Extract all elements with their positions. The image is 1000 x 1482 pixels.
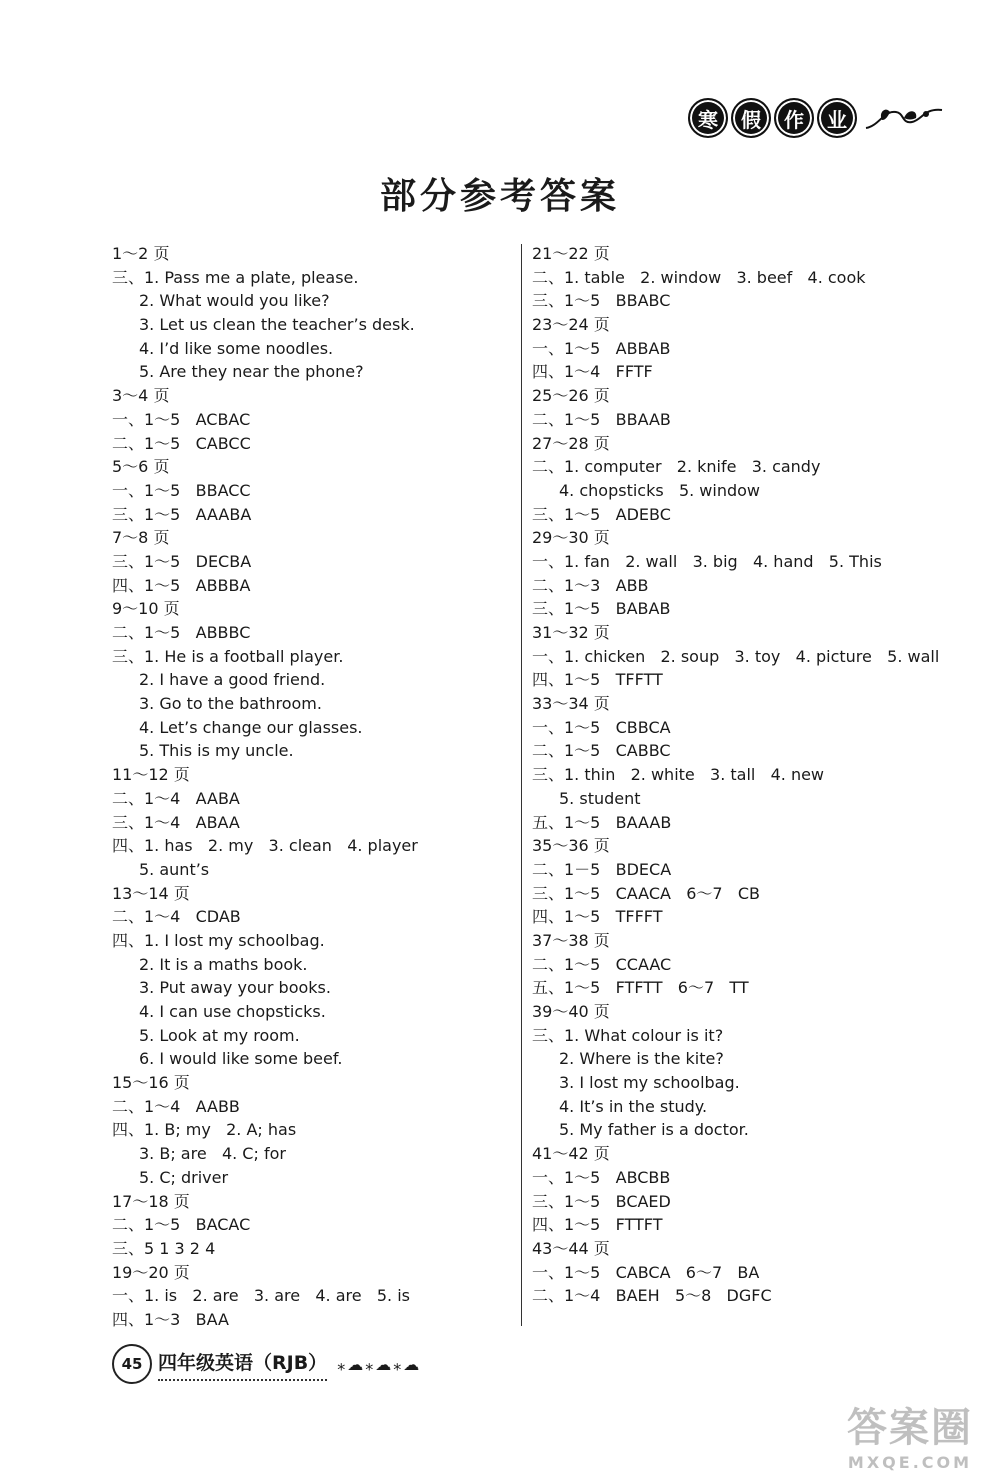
answer-line: 二、1～5 ABBBC xyxy=(112,623,251,642)
header-badge xyxy=(688,98,944,138)
answer-line: 三、1～5 DECBA xyxy=(112,551,252,571)
answer-line: 5. C; driver xyxy=(139,1167,229,1187)
answer-line: 一、1～5 CABCA 6～7 BA xyxy=(532,1262,760,1282)
answer-line: 三、1. thin 2. white 3. tall 4. new xyxy=(532,765,825,785)
answer-line: 五、1～5 BAAAB xyxy=(532,812,672,832)
answer-line: 一、1～5 ABCBB xyxy=(532,1167,671,1187)
answer-line: 31～32 页 xyxy=(532,623,610,642)
answer-line: 35～36 页 xyxy=(532,836,610,856)
page-footer xyxy=(112,1344,421,1384)
answer-line: 5. Look at my room. xyxy=(139,1025,300,1045)
answer-line: 27～28 页 xyxy=(532,433,610,453)
answer-line: 一、1. fan 2. wall 3. big 4. hand 5. This xyxy=(532,551,882,571)
page-number: 45 xyxy=(112,1344,152,1384)
answer-line: 2. It is a maths book. xyxy=(139,954,308,974)
answer-line: 二、1～5 BACAC xyxy=(112,1215,251,1235)
watermark-url: MXQE.COM xyxy=(847,1453,973,1472)
answer-line: 二、1～4 CDAB xyxy=(112,907,241,927)
answer-line: 3～4 页 xyxy=(112,386,170,406)
answer-line: 二、1～5 CABBC xyxy=(532,741,671,761)
left-answer-column xyxy=(112,242,512,1332)
badge-char: 作 xyxy=(774,98,814,138)
answer-line: 2. What would you like? xyxy=(139,291,330,311)
answer-line: 13～14 页 xyxy=(112,883,190,903)
answer-line: 43～44 页 xyxy=(532,1238,610,1258)
answer-line: 一、1. chicken 2. soup 3. toy 4. picture 5. wall xyxy=(532,646,940,666)
answer-line: 二、1～4 AABB xyxy=(112,1096,240,1116)
answer-line: 三、1～5 BABAB xyxy=(532,599,671,619)
page-title: 部分参考答案 xyxy=(379,176,620,217)
answer-line: 4. Let’s change our glasses. xyxy=(139,717,363,737)
answer-line: 一、1. is 2. are 3. are 4. are 5. is xyxy=(112,1286,410,1306)
answer-line: 四、1. has 2. my 3. clean 4. player xyxy=(112,836,418,856)
answer-line: 3. Go to the bathroom. xyxy=(139,694,322,714)
answer-line: 29～30 页 xyxy=(532,528,610,548)
answer-line: 三、1. He is a football player. xyxy=(112,646,344,666)
answer-line: 6. I would like some beef. xyxy=(139,1049,343,1069)
answer-line: 一、1～5 ABBAB xyxy=(532,338,671,358)
answer-line: 5. student xyxy=(559,788,641,808)
answer-line: 二、1－5 BDECA xyxy=(532,859,672,879)
answer-line: 4. chopsticks 5. window xyxy=(559,480,760,500)
answer-line: 7～8 页 xyxy=(112,528,170,548)
book-title: 四年级英语（RJB） xyxy=(158,1348,327,1381)
answer-line: 四、1～5 TFFTT xyxy=(532,670,663,690)
answer-line: 15～16 页 xyxy=(112,1073,190,1093)
answer-line: 五、1～5 FTFTT 6～7 TT xyxy=(532,978,749,998)
watermark xyxy=(830,1396,990,1472)
answer-line: 2. I have a good friend. xyxy=(139,670,326,690)
answer-line: 一、1～5 ACBAC xyxy=(112,409,251,429)
answer-line: 11～12 页 xyxy=(112,765,190,785)
answer-line: 4. I can use chopsticks. xyxy=(139,1002,326,1021)
answer-line: 2. Where is the kite? xyxy=(559,1049,724,1069)
answer-line: 17～18 页 xyxy=(112,1191,190,1211)
answer-line: 一、1～5 CBBCA xyxy=(532,717,671,737)
answer-line: 5. This is my uncle. xyxy=(139,741,294,761)
right-answer-column xyxy=(532,242,972,1308)
answer-line: 三、5 1 3 2 4 xyxy=(112,1238,216,1258)
answer-line: 四、1～5 FTTFT xyxy=(532,1215,663,1235)
answer-line: 4. I’d like some noodles. xyxy=(139,338,334,358)
answer-line: 19～20 页 xyxy=(112,1262,190,1282)
answer-line: 三、1. Pass me a plate, please. xyxy=(112,267,359,287)
answer-line: 3. B; are 4. C; for xyxy=(139,1144,286,1164)
answer-line: 四、1～5 ABBBA xyxy=(112,575,251,595)
answer-line: 33～34 页 xyxy=(532,694,610,714)
answer-line: 三、1～5 AAABA xyxy=(112,504,252,524)
answer-line: 二、1～5 CABCC xyxy=(112,433,251,453)
answer-line: 25～26 页 xyxy=(532,386,610,406)
answer-line: 四、1. I lost my schoolbag. xyxy=(112,930,325,950)
answer-line: 四、1～4 FFTF xyxy=(532,362,653,382)
badge-char: 业 xyxy=(817,98,857,138)
answer-line: 41～42 页 xyxy=(532,1144,610,1164)
answer-line: 三、1～5 ADEBC xyxy=(532,504,671,524)
answer-line: 二、1～5 CCAAC xyxy=(532,954,672,974)
answer-line: 3. Let us clean the teacher’s desk. xyxy=(139,315,415,335)
answer-line: 39～40 页 xyxy=(532,1002,610,1021)
answer-line: 二、1～4 AABA xyxy=(112,788,240,808)
answer-line: 3. I lost my schoolbag. xyxy=(559,1073,740,1093)
answer-line: 5～6 页 xyxy=(112,457,170,477)
answer-line: 21～22 页 xyxy=(532,244,610,263)
badge-char: 假 xyxy=(731,98,771,138)
answer-line: 4. It’s in the study. xyxy=(559,1096,708,1116)
answer-line: 三、1～4 ABAA xyxy=(112,812,240,832)
answer-line: 二、1～4 BAEH 5～8 DGFC xyxy=(532,1286,772,1306)
cloud-decoration-icon: ⁎☁⁎☁⁎☁ xyxy=(337,1354,422,1374)
answer-line: 二、1. table 2. window 3. beef 4. cook xyxy=(532,267,866,287)
answer-line: 5. My father is a doctor. xyxy=(559,1120,749,1140)
answer-line: 一、1～5 BBACC xyxy=(112,480,251,500)
answer-line: 9～10 页 xyxy=(112,599,180,619)
answer-line: 四、1～5 TFFFT xyxy=(532,907,663,927)
answer-line: 5. Are they near the phone? xyxy=(139,362,364,382)
answer-line: 三、1～5 BBABC xyxy=(532,291,671,311)
answer-line: 二、1～5 BBAAB xyxy=(532,409,671,429)
answer-line: 四、1～3 BAA xyxy=(112,1309,229,1329)
watermark-logo-text: 答案圈 xyxy=(847,1405,973,1451)
answer-line: 5. aunt’s xyxy=(139,859,210,879)
answer-line: 三、1～5 CAACA 6～7 CB xyxy=(532,883,760,903)
answer-line: 三、1～5 BCAED xyxy=(532,1191,671,1211)
badge-char: 寒 xyxy=(688,98,728,138)
answer-line: 37～38 页 xyxy=(532,930,610,950)
answer-line: 1～2 页 xyxy=(112,244,170,263)
column-divider xyxy=(521,244,522,1326)
answer-line: 23～24 页 xyxy=(532,315,610,335)
answer-line: 二、1. computer 2. knife 3. candy xyxy=(532,457,821,477)
answer-line: 三、1. What colour is it? xyxy=(532,1025,724,1045)
answer-line: 四、1. B; my 2. A; has xyxy=(112,1120,297,1140)
answer-line: 3. Put away your books. xyxy=(139,978,331,998)
answer-line: 二、1～3 ABB xyxy=(532,575,649,595)
vine-decoration-icon xyxy=(864,98,944,138)
